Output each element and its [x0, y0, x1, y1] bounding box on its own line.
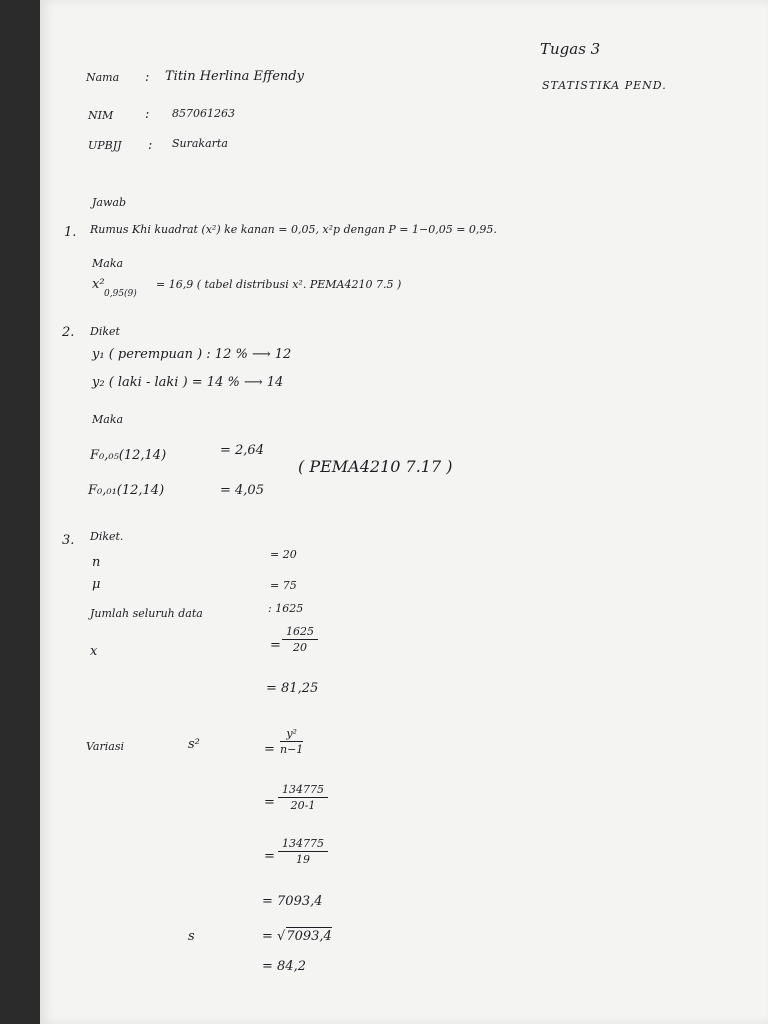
- q2-maka: Maka: [92, 413, 124, 426]
- q3-step2-eq: =: [264, 849, 275, 864]
- q3-x-label: x: [90, 644, 98, 659]
- q3-mean-eq: =: [270, 638, 281, 653]
- q2-reference: ( PEMA4210 7.17 ): [298, 457, 453, 476]
- q1-maka: Maka: [92, 257, 124, 270]
- q3-mean-denominator: 20: [293, 641, 307, 654]
- q3-sqrt-expression: [262, 930, 332, 943]
- q3-sqrt-value: 7093,4: [286, 929, 332, 944]
- q2-diket: Diket: [90, 325, 120, 338]
- upbjj-value: Surakarta: [172, 137, 228, 150]
- q2-f1-label: F₀,₀₅(12,14): [90, 448, 167, 463]
- q2-f2-value: = 4,05: [220, 483, 264, 498]
- q3-variance-fraction: [280, 728, 303, 755]
- q3-sum-label: Jumlah seluruh data: [90, 607, 203, 620]
- q3-sqrt-prefix: = √: [262, 929, 286, 944]
- q3-number: 3.: [62, 533, 75, 548]
- q3-variance-label: Variasi: [86, 740, 124, 753]
- q3-variance-denominator: n−1: [280, 743, 304, 756]
- upbjj-label: UPBJJ: [88, 139, 122, 152]
- q1-number: 1.: [64, 225, 77, 240]
- q3-s-label: s: [188, 929, 195, 944]
- q3-step1-numerator: 134775: [278, 784, 328, 798]
- q1-chi-symbol: x²: [92, 277, 105, 292]
- answer-label: Jawab: [92, 196, 126, 209]
- q3-sum-value: : 1625: [268, 602, 304, 615]
- q3-step1-eq: =: [264, 795, 275, 810]
- q3-s-result: = 84,2: [262, 959, 306, 974]
- q3-n-value: = 20: [270, 548, 297, 561]
- nim-label: NIM: [88, 109, 114, 122]
- q1-statement: Rumus Khi kuadrat (x²) ke kanan = 0,05, x²p dengan P = 1−0,05 = 0,95.: [90, 223, 497, 236]
- handwritten-sheet: [40, 0, 768, 1024]
- nim-colon: :: [145, 107, 150, 122]
- name-label: Nama: [86, 71, 120, 84]
- q3-mean-result: = 81,25: [266, 681, 319, 696]
- q3-mean-numerator: 1625: [282, 626, 318, 640]
- upbjj-colon: :: [148, 138, 153, 153]
- q2-f2-label: F₀,₀₁(12,14): [88, 483, 165, 498]
- q3-diket: Diket.: [90, 530, 124, 543]
- q3-mu-label: μ: [92, 577, 101, 592]
- name-value: Titin Herlina Effendy: [165, 69, 304, 84]
- q3-mean-fraction: [282, 626, 318, 653]
- nim-value: 857061263: [172, 107, 235, 120]
- q3-step1-fraction: [278, 784, 328, 811]
- q3-variance-eq: =: [264, 742, 275, 757]
- q3-variance-symbol: s²: [188, 737, 200, 752]
- q3-mu-value: = 75: [270, 579, 297, 592]
- q2-y1: y₁ ( perempuan ) : 12 % ⟶ 12: [92, 347, 292, 362]
- q1-chi-subscript: 0,95(9): [104, 289, 137, 299]
- q2-f1-value: = 2,64: [220, 443, 264, 458]
- course-name: STATISTIKA PEND.: [542, 79, 667, 92]
- assignment-title: Tugas 3: [540, 40, 601, 58]
- q3-step2-numerator: 134775: [278, 838, 328, 852]
- q2-number: 2.: [62, 325, 75, 340]
- q3-variance-numerator: y²: [280, 728, 303, 742]
- q3-step2-fraction: [278, 838, 328, 865]
- q3-variance-result: = 7093,4: [262, 894, 323, 909]
- name-colon: :: [145, 70, 150, 85]
- q3-n-label: n: [92, 555, 101, 570]
- q2-y2: y₂ ( laki - laki ) = 14 % ⟶ 14: [92, 375, 284, 390]
- q3-step2-denominator: 19: [296, 853, 310, 866]
- q3-step1-denominator: 20-1: [290, 799, 316, 812]
- q1-result: = 16,9 ( tabel distribusi x². PEMA4210 7.5 ): [156, 278, 402, 291]
